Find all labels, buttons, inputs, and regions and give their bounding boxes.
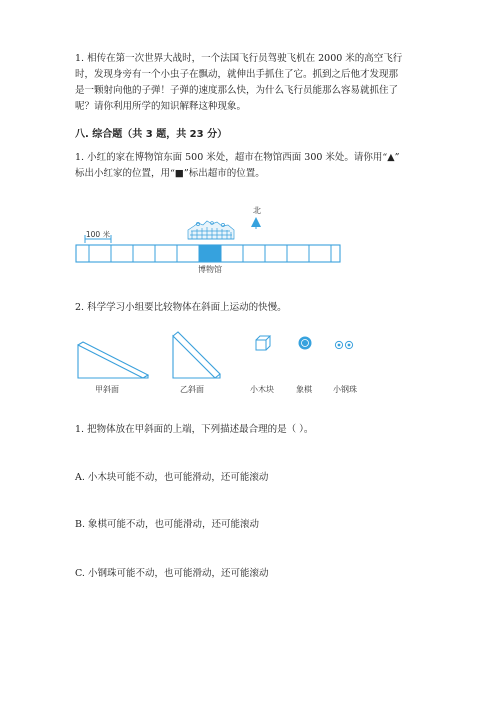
- question-slope: 2. 科学学习小组要比较物体在斜面上运动的快慢。: [75, 302, 287, 313]
- museum-block: [199, 245, 221, 262]
- chess-label: 象棋: [296, 385, 312, 394]
- option-a: A. 小木块可能不动，也可能滑动，还可能滚动: [75, 472, 269, 483]
- question-map: [75, 150, 425, 182]
- museum-label: 博物馆: [198, 265, 222, 274]
- north-label: 北: [253, 206, 261, 215]
- question-line: 标出小红家的位置，用“■”标出超市的位置。: [75, 168, 265, 179]
- slope-a-label: 甲斜面: [95, 385, 119, 394]
- museum-building-icon: [188, 221, 234, 239]
- slope-figure: [70, 330, 370, 400]
- paragraph-line: 呢？请你利用所学的知识解释这种现象。: [75, 101, 247, 112]
- option-c: C. 小钢珠可能不动，也可能滑动，还可能滚动: [75, 568, 269, 579]
- section-title: 八. 综合题（共 3 题，共 23 分）: [75, 129, 228, 140]
- wood-block-label: 小木块: [250, 385, 274, 394]
- slope-b-label: 乙斜面: [180, 385, 204, 394]
- sub-question: 1. 把物体放在甲斜面的上端，下列描述最合理的是（ ）。: [75, 424, 314, 435]
- street-map-figure: [70, 200, 350, 280]
- steel-ball-label: 小钢珠: [333, 385, 357, 394]
- option-b: B. 象棋可能不动，也可能滑动，还可能滚动: [75, 519, 260, 530]
- slope-a-shape: [78, 342, 148, 378]
- question-paragraph: [75, 51, 425, 115]
- steel-ball-icon: [335, 341, 352, 348]
- slope-b-shape: [173, 332, 220, 378]
- paragraph-line: 是一颗射向他的子弹！子弹的速度那么快，为什么飞行员能那么容易就抓住了: [75, 85, 399, 96]
- question-line: 1. 小红的家在博物馆东面 500 米处，超市在物馆西面 300 米处。请你用“▲”: [75, 152, 400, 163]
- north-arrow-icon: [251, 217, 261, 229]
- paragraph-line: 1. 相传在第一次世界大战时，一个法国飞行员驾驶飞机在 2000 米的高空飞行: [75, 53, 403, 64]
- wood-block-icon: [256, 336, 270, 350]
- chess-piece-icon: [299, 337, 312, 350]
- scale-label: 100 米: [85, 230, 111, 239]
- paragraph-line: 时，发现身旁有一个小虫子在飘动，就伸出手抓住了它。抓到之后他才发现那: [75, 69, 399, 80]
